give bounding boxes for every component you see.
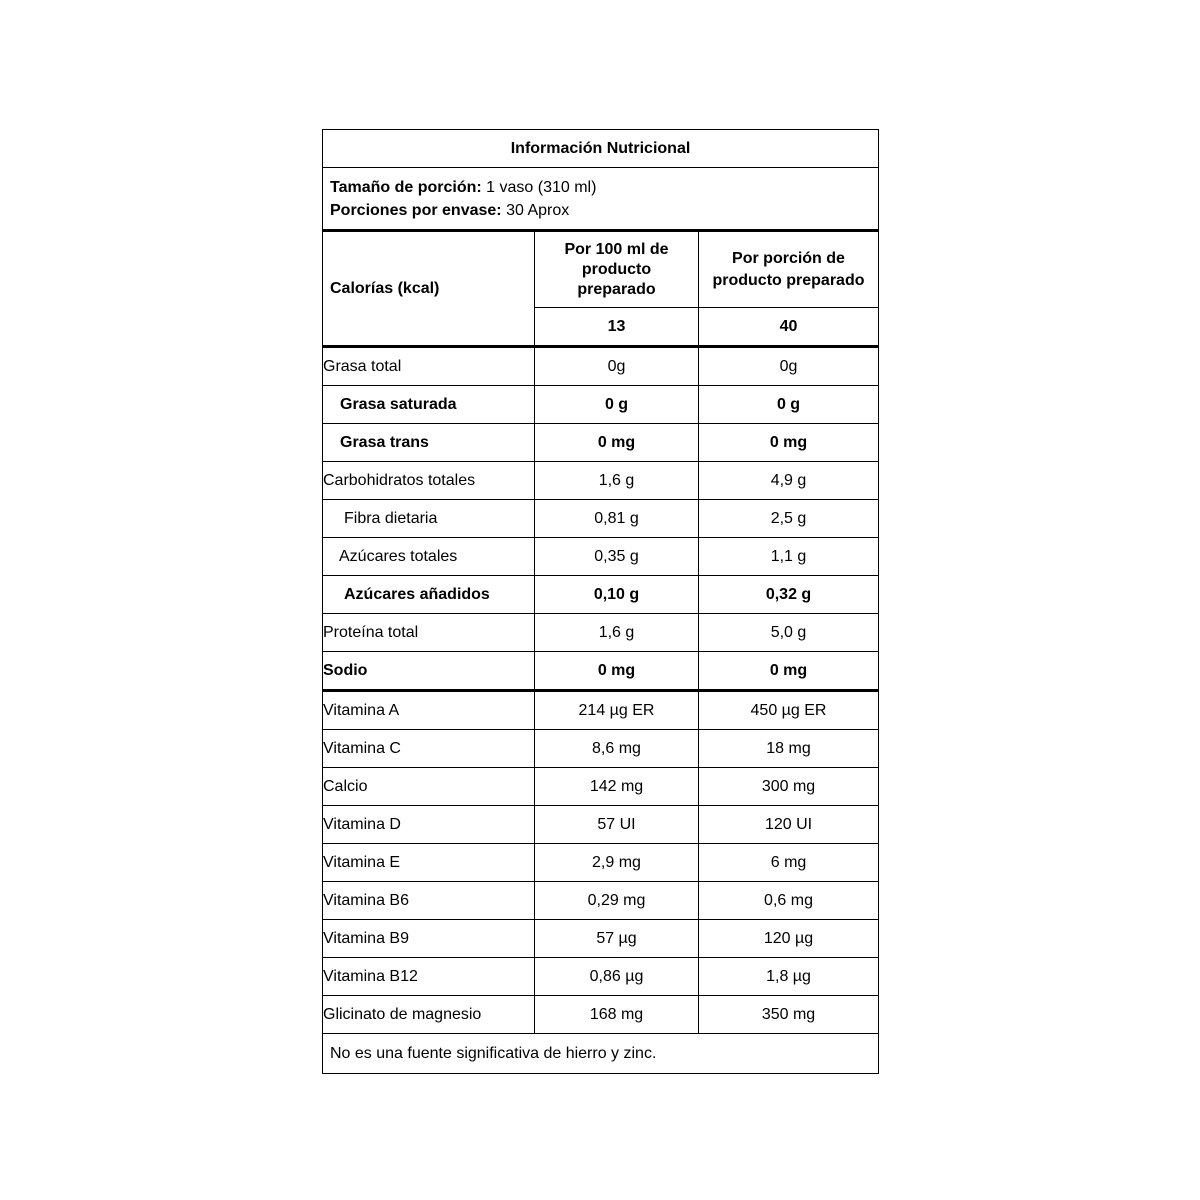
per-serving-header-text: Por porción de producto preparado — [712, 249, 865, 289]
nutrient-name: Grasa total — [323, 347, 535, 386]
nutrient-name: Proteína total — [323, 614, 535, 652]
nutrient-per-100ml: 0g — [535, 347, 699, 386]
vitamin-per-100ml: 168 mg — [535, 996, 699, 1034]
servings-per-container-label: Porciones por envase: — [330, 201, 502, 219]
vitamin-per-100ml: 214 µg ER — [535, 691, 699, 730]
table-row — [323, 958, 879, 996]
serving-size — [330, 176, 878, 199]
serving-info — [323, 168, 879, 231]
vitamin-per-100ml: 2,9 mg — [535, 844, 699, 882]
vitamin-per-100ml: 0,29 mg — [535, 882, 699, 920]
vitamin-per-serving: 0,6 mg — [699, 882, 879, 920]
table-row — [323, 538, 879, 576]
per-100ml-header — [535, 231, 699, 308]
vitamin-per-serving: 350 mg — [699, 996, 879, 1034]
table-row — [323, 882, 879, 920]
vitamin-per-100ml: 0,86 µg — [535, 958, 699, 996]
vitamin-name: Vitamina C — [323, 730, 535, 768]
calories-label: Calorías (kcal) — [323, 231, 535, 347]
per-serving-header — [699, 231, 879, 308]
nutrient-per-100ml: 0,35 g — [535, 538, 699, 576]
calories-per-100ml: 13 — [535, 308, 699, 347]
vitamin-name: Vitamina D — [323, 806, 535, 844]
nutrient-per-100ml: 0,81 g — [535, 500, 699, 538]
nutrition-facts-table — [322, 129, 879, 1074]
footer-note: No es una fuente significativa de hierro y zinc. — [323, 1034, 879, 1074]
table-row — [323, 806, 879, 844]
serving-size-value: 1 vaso (310 ml) — [486, 178, 597, 196]
nutrient-name: Grasa saturada — [323, 386, 535, 424]
nutrient-per-100ml: 0,10 g — [535, 576, 699, 614]
table-row — [323, 730, 879, 768]
vitamin-per-serving: 6 mg — [699, 844, 879, 882]
table-row — [323, 424, 879, 462]
table-row — [323, 500, 879, 538]
nutrient-per-serving: 4,9 g — [699, 462, 879, 500]
vitamin-per-serving: 120 UI — [699, 806, 879, 844]
nutrient-per-serving: 0,32 g — [699, 576, 879, 614]
nutrient-per-100ml: 0 g — [535, 386, 699, 424]
table-row — [323, 996, 879, 1034]
nutrient-per-serving: 0 mg — [699, 652, 879, 691]
servings-per-container-value: 30 Aprox — [506, 201, 570, 219]
nutrient-name: Azúcares añadidos — [323, 576, 535, 614]
nutrient-name: Grasa trans — [323, 424, 535, 462]
vitamin-per-serving: 120 µg — [699, 920, 879, 958]
nutrient-per-100ml: 0 mg — [535, 652, 699, 691]
nutrient-per-serving: 1,1 g — [699, 538, 879, 576]
vitamin-name: Vitamina E — [323, 844, 535, 882]
vitamin-per-100ml: 57 µg — [535, 920, 699, 958]
per-100ml-header-text: Por 100 ml de producto preparado — [564, 240, 669, 298]
vitamin-per-serving: 1,8 µg — [699, 958, 879, 996]
vitamin-per-serving: 450 µg ER — [699, 691, 879, 730]
table-row — [323, 768, 879, 806]
vitamin-name: Vitamina A — [323, 691, 535, 730]
nutrient-name: Fibra dietaria — [323, 500, 535, 538]
table-row — [323, 347, 879, 386]
table-row — [323, 576, 879, 614]
nutrient-per-serving: 0g — [699, 347, 879, 386]
table-title: Información Nutricional — [323, 130, 879, 168]
table-row — [323, 386, 879, 424]
nutrient-per-serving: 2,5 g — [699, 500, 879, 538]
table-row — [323, 652, 879, 691]
nutrient-per-100ml: 1,6 g — [535, 462, 699, 500]
table-row — [323, 691, 879, 730]
vitamin-per-serving: 300 mg — [699, 768, 879, 806]
nutrient-per-serving: 0 mg — [699, 424, 879, 462]
servings-per-container — [330, 199, 878, 222]
serving-size-label: Tamaño de porción: — [330, 178, 482, 196]
vitamin-name: Vitamina B6 — [323, 882, 535, 920]
nutrient-name: Sodio — [323, 652, 535, 691]
table-row — [323, 462, 879, 500]
vitamin-per-100ml: 142 mg — [535, 768, 699, 806]
vitamin-name: Calcio — [323, 768, 535, 806]
table-row — [323, 920, 879, 958]
vitamin-name: Glicinato de magnesio — [323, 996, 535, 1034]
vitamin-per-100ml: 8,6 mg — [535, 730, 699, 768]
nutrient-per-100ml: 1,6 g — [535, 614, 699, 652]
nutrient-per-serving: 0 g — [699, 386, 879, 424]
nutrient-per-100ml: 0 mg — [535, 424, 699, 462]
nutrient-per-serving: 5,0 g — [699, 614, 879, 652]
vitamin-per-100ml: 57 UI — [535, 806, 699, 844]
table-row — [323, 614, 879, 652]
nutrient-name: Carbohidratos totales — [323, 462, 535, 500]
nutrient-name: Azúcares totales — [323, 538, 535, 576]
vitamin-name: Vitamina B12 — [323, 958, 535, 996]
table-row — [323, 844, 879, 882]
calories-per-serving: 40 — [699, 308, 879, 347]
vitamin-per-serving: 18 mg — [699, 730, 879, 768]
vitamin-name: Vitamina B9 — [323, 920, 535, 958]
